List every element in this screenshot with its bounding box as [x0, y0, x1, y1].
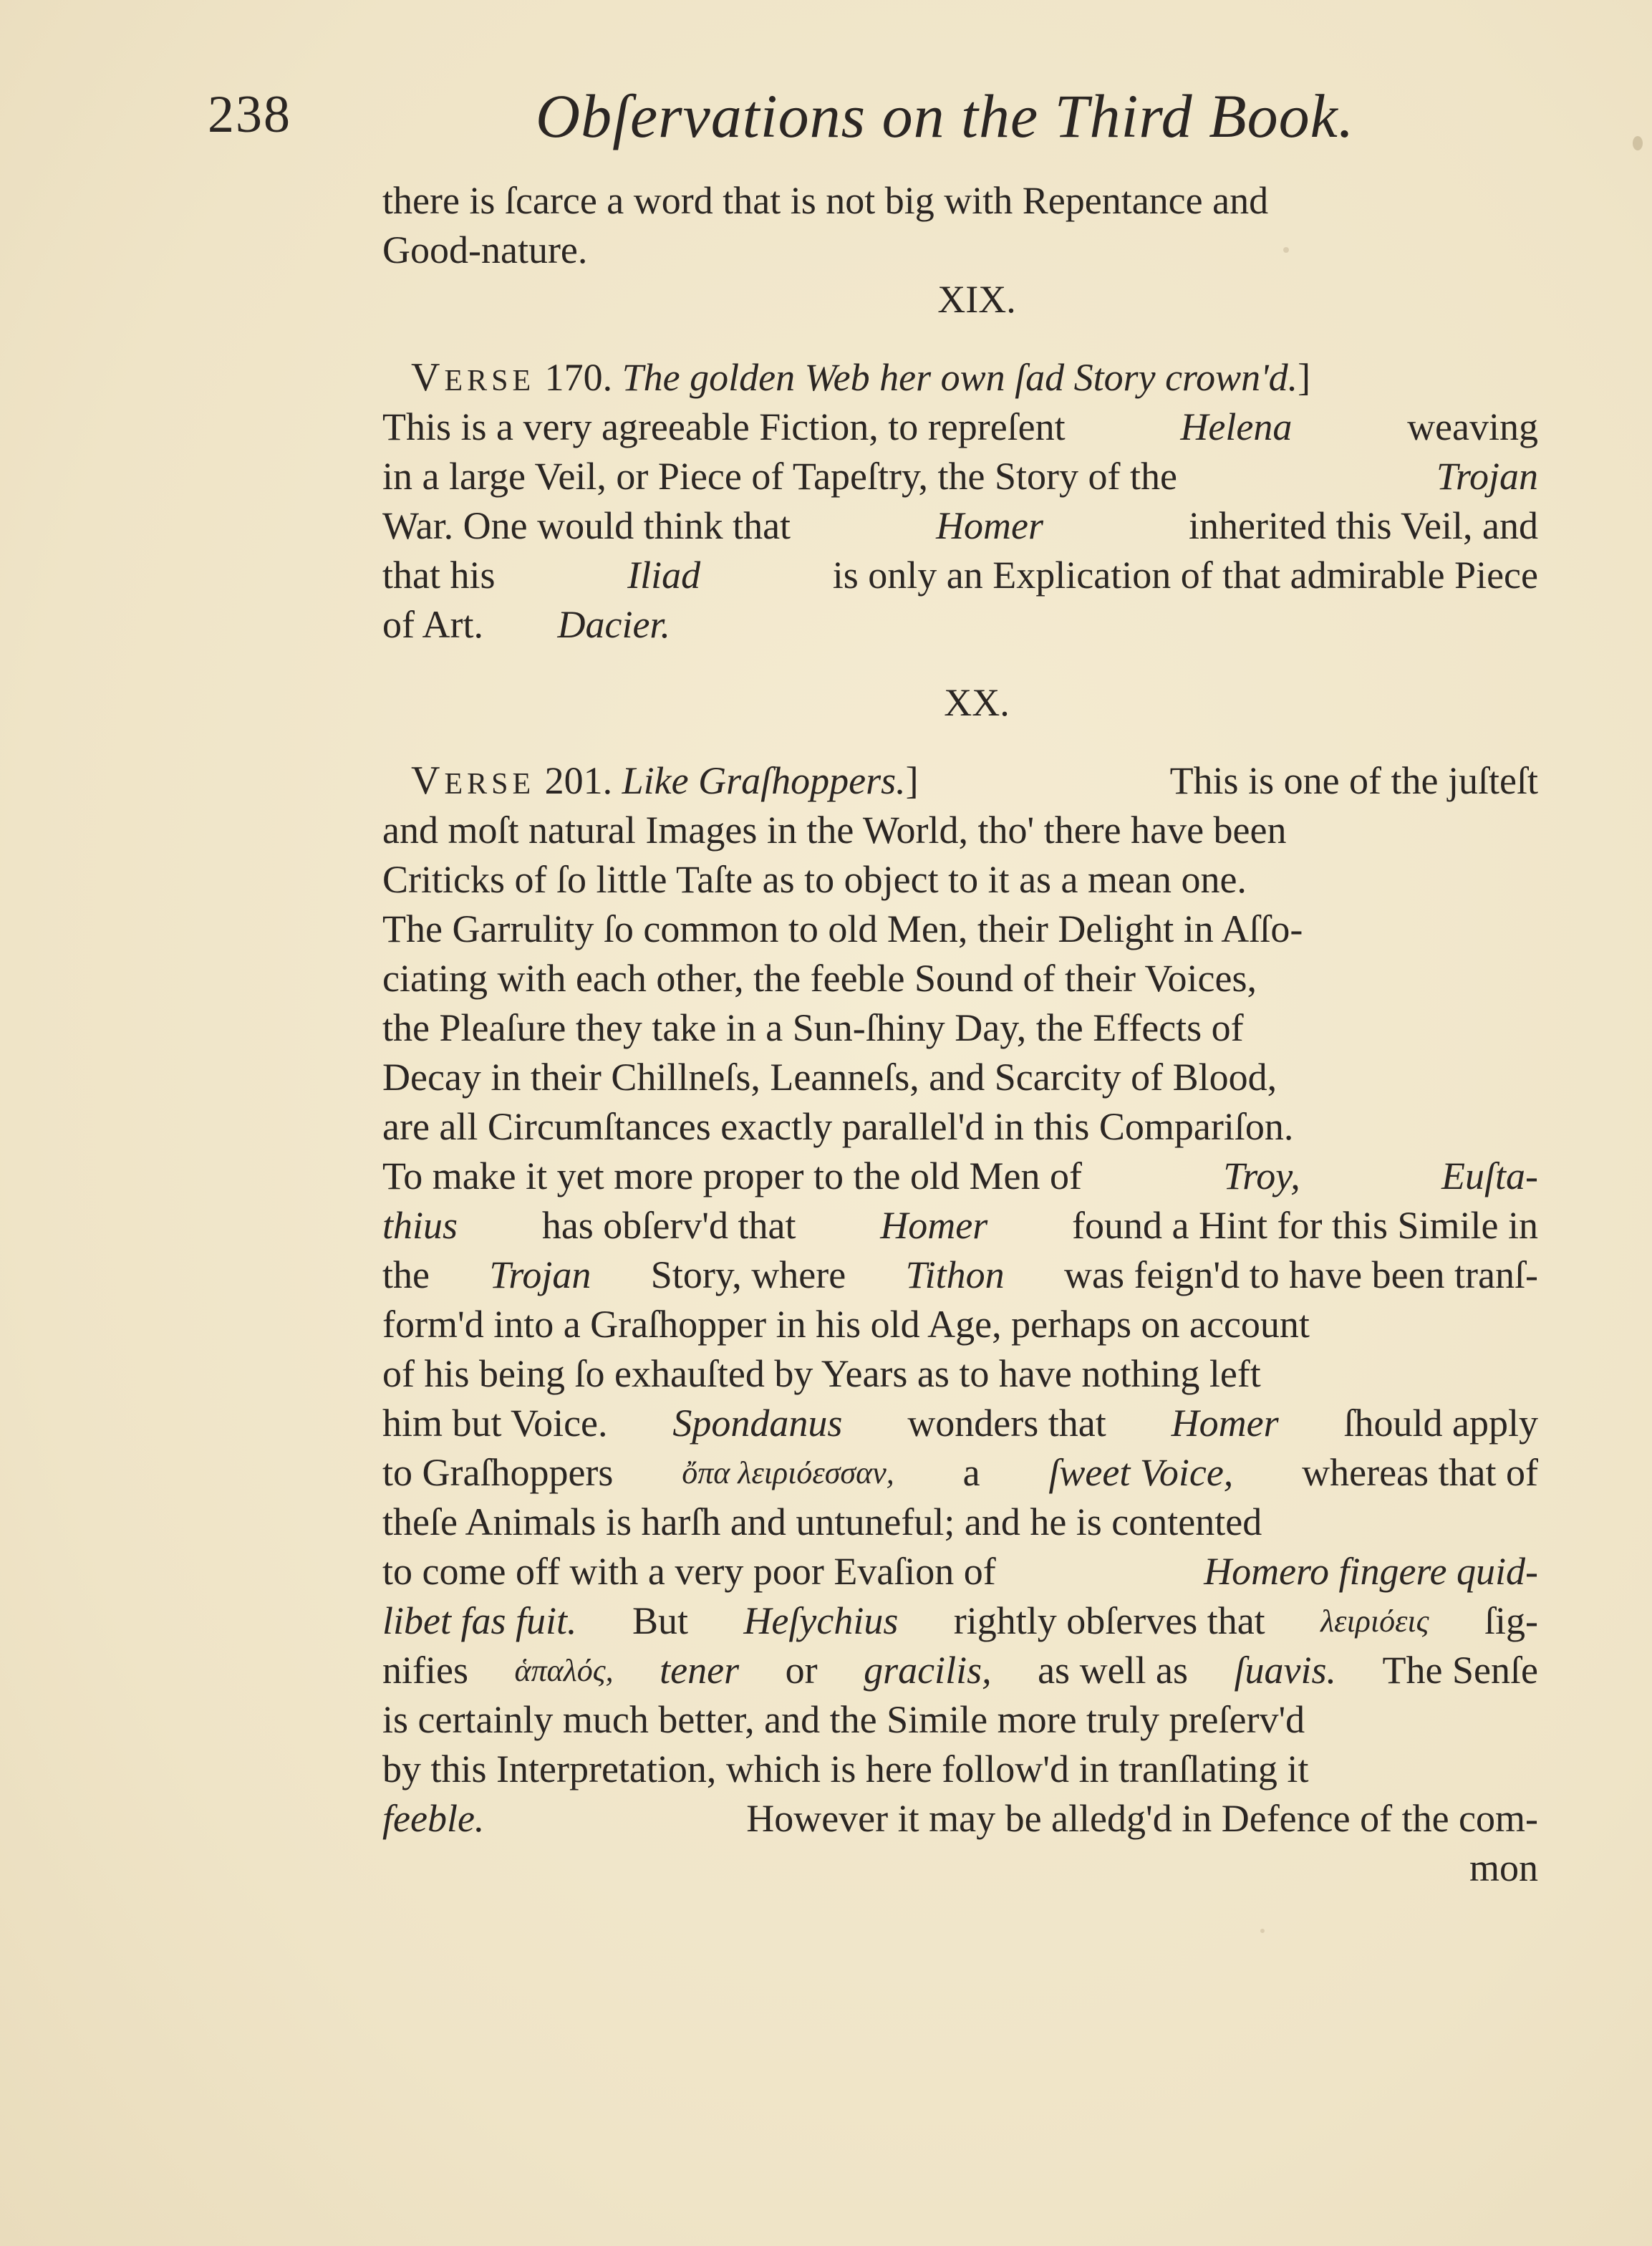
italic-name: Euſta-: [1441, 1155, 1538, 1197]
italic-name: Trojan: [1436, 455, 1538, 498]
italic-name: Troy,: [1223, 1155, 1300, 1197]
latin-word: ſuavis.: [1234, 1649, 1337, 1692]
text-run: rightly obſerves that: [953, 1599, 1265, 1642]
verse-lemma: Like Graſhoppers.: [622, 759, 906, 802]
text-line: [382, 1300, 1538, 1349]
text-line: [382, 501, 1538, 551]
verse-reference-line: [382, 756, 1538, 806]
text-run: War. One would think that: [382, 504, 791, 547]
text-line: [382, 551, 1538, 600]
text-run: The Senſe: [1382, 1649, 1538, 1692]
verse-label-rest: ERSE: [444, 768, 536, 801]
text-run: is certainly much better, and the Simile more truly preſerv'd: [382, 1698, 1305, 1741]
line-text: there is ſcarce a word that is not big with Repentance and: [382, 179, 1269, 222]
text-line: [382, 1003, 1538, 1053]
text-line: [382, 1349, 1538, 1399]
text-line: [382, 226, 1542, 275]
text-run: found a Hint for this Simile in: [1072, 1204, 1538, 1247]
text-run: whereas that of: [1302, 1451, 1538, 1494]
text-run: has obſerv'd that: [541, 1204, 796, 1247]
text-run: to Graſhoppers: [382, 1451, 614, 1494]
text-line: [382, 452, 1538, 501]
italic-gloss: ſweet Voice,: [1048, 1451, 1234, 1494]
ink-speck: [1260, 1929, 1265, 1933]
text-run: form'd into a Graſhopper in his old Age, perhaps on account: [382, 1303, 1310, 1346]
italic-name: Helena: [1180, 405, 1293, 448]
verse-label-rest: ERSE: [444, 365, 536, 397]
text-run: him but Voice.: [382, 1402, 608, 1445]
page-number: 238: [208, 85, 291, 144]
italic-name: Tithon: [905, 1253, 1005, 1296]
text-line: [382, 600, 1542, 650]
text-run: Story, where: [650, 1253, 846, 1296]
text-line: [382, 1250, 1538, 1300]
text-run: To make it yet more proper to the old Men of: [382, 1155, 1082, 1197]
verse-number: 170.: [544, 356, 613, 399]
verse-reference-line: [382, 353, 1538, 403]
text-run: theſe Animals is harſh and untuneful; and he is contented: [382, 1500, 1262, 1543]
text-run: to come off with a very poor Evaſion of: [382, 1550, 996, 1593]
lemma-bracket: ]: [1298, 356, 1311, 399]
italic-name: Homer: [880, 1204, 988, 1247]
text-line: [382, 1152, 1538, 1201]
text-run: ſhould apply: [1343, 1402, 1538, 1445]
text-run: are all Circumſtances exactly parallel'd in this Compariſon.: [382, 1105, 1294, 1148]
text-run: This is one of the juſteſt: [1169, 759, 1538, 802]
text-run: ciating with each other, the feeble Sound of their Voices,: [382, 957, 1257, 1000]
text-run: But: [632, 1599, 688, 1642]
section-heading-xix: XIX.: [937, 278, 1016, 321]
text-line: [382, 1448, 1538, 1498]
text-run: was feign'd to have been tranſ-: [1064, 1253, 1538, 1296]
text-run: or: [785, 1649, 818, 1692]
text-run: in a large Veil, or Piece of Tapeſtry, the Story of the: [382, 455, 1177, 498]
text-run: Criticks of ſo little Taſte as to object to it as a mean one.: [382, 858, 1247, 901]
text-run: wonders that: [907, 1402, 1106, 1445]
text-line: [382, 1547, 1538, 1596]
text-run: inherited this Veil, and: [1189, 504, 1538, 547]
text-run: This is a very agreeable Fiction, to repreſent: [382, 405, 1066, 448]
text-line: [382, 176, 1538, 226]
text-run: as well as: [1038, 1649, 1189, 1692]
text-line: [382, 1794, 1538, 1843]
text-run: is only an Explication of that admirable Piece: [832, 554, 1538, 597]
text-line: [382, 806, 1538, 855]
section-heading-xx: XX.: [944, 681, 1010, 724]
latin-word: tener: [660, 1649, 740, 1692]
text-run: of his being ſo exhauſted by Years as to have nothing left: [382, 1352, 1261, 1395]
text-line: [382, 1399, 1538, 1448]
text-run: weaving: [1407, 405, 1538, 448]
italic-name: thius: [382, 1204, 458, 1247]
catchword: mon: [1469, 1846, 1538, 1889]
body-text: [382, 176, 1542, 1893]
text-run: that his: [382, 554, 496, 597]
greek-text: ἁπαλός,: [514, 1653, 614, 1688]
text-run: and moſt natural Images in the World, tho' there have been: [382, 809, 1287, 852]
line-text: Good-nature.: [382, 228, 588, 271]
text-run: Decay in their Chillneſs, Leanneſs, and Scarcity of Blood,: [382, 1056, 1277, 1099]
latin-quote: Homero fingere quid-: [1204, 1550, 1538, 1593]
text-run: the Pleaſure they take in a Sun-ſhiny Day, the Effects of: [382, 1006, 1244, 1049]
italic-word: feeble.: [382, 1797, 485, 1840]
text-run: However it may be alledg'd in Defence of the com-: [746, 1797, 1538, 1840]
text-run: ſig-: [1484, 1599, 1538, 1642]
italic-name: Trojan: [489, 1253, 591, 1296]
italic-name: Homer: [1171, 1402, 1279, 1445]
text-run: a: [962, 1451, 980, 1494]
verse-lemma: The golden Web her own ſad Story crown'd.: [622, 356, 1298, 399]
latin-quote: libet fas fuit.: [382, 1599, 577, 1642]
greek-text: λειριόεις: [1320, 1604, 1429, 1639]
italic-name: Heſychius: [743, 1599, 899, 1642]
text-line: [382, 1745, 1538, 1794]
text-line: [382, 954, 1538, 1003]
text-line: [382, 1102, 1538, 1152]
lemma-bracket: ]: [905, 759, 919, 802]
text-run: The Garrulity ſo common to old Men, their Delight in Aſſo-: [382, 907, 1303, 950]
text-line: [382, 1498, 1538, 1547]
running-title: Obſervations on the Third Book.: [536, 82, 1355, 150]
source-attribution: Dacier.: [557, 603, 670, 646]
text-line: [382, 1201, 1538, 1250]
text-run: by this Interpretation, which is here follow'd in tranſlating it: [382, 1748, 1309, 1790]
italic-name: Spondanus: [672, 1402, 843, 1445]
verse-number: 201.: [544, 759, 613, 802]
text-line: [382, 905, 1538, 954]
greek-text: ὄπα λειριόεσσαν,: [682, 1455, 894, 1490]
page-header: [0, 82, 1652, 163]
text-line: [382, 1646, 1538, 1695]
text-line: [382, 1695, 1538, 1745]
text-line: [382, 1053, 1538, 1102]
verse-label-initial: V: [411, 758, 445, 803]
text-line: [382, 403, 1538, 452]
text-run: of Art.: [382, 603, 483, 646]
text-run: nifies: [382, 1649, 468, 1692]
text-line: [382, 855, 1538, 905]
text-run: the: [382, 1253, 430, 1296]
text-line: [382, 1596, 1538, 1646]
italic-name: Homer: [936, 504, 1044, 547]
italic-title: Iliad: [627, 554, 701, 597]
latin-word: gracilis,: [864, 1649, 992, 1692]
verse-label-initial: V: [411, 355, 445, 400]
